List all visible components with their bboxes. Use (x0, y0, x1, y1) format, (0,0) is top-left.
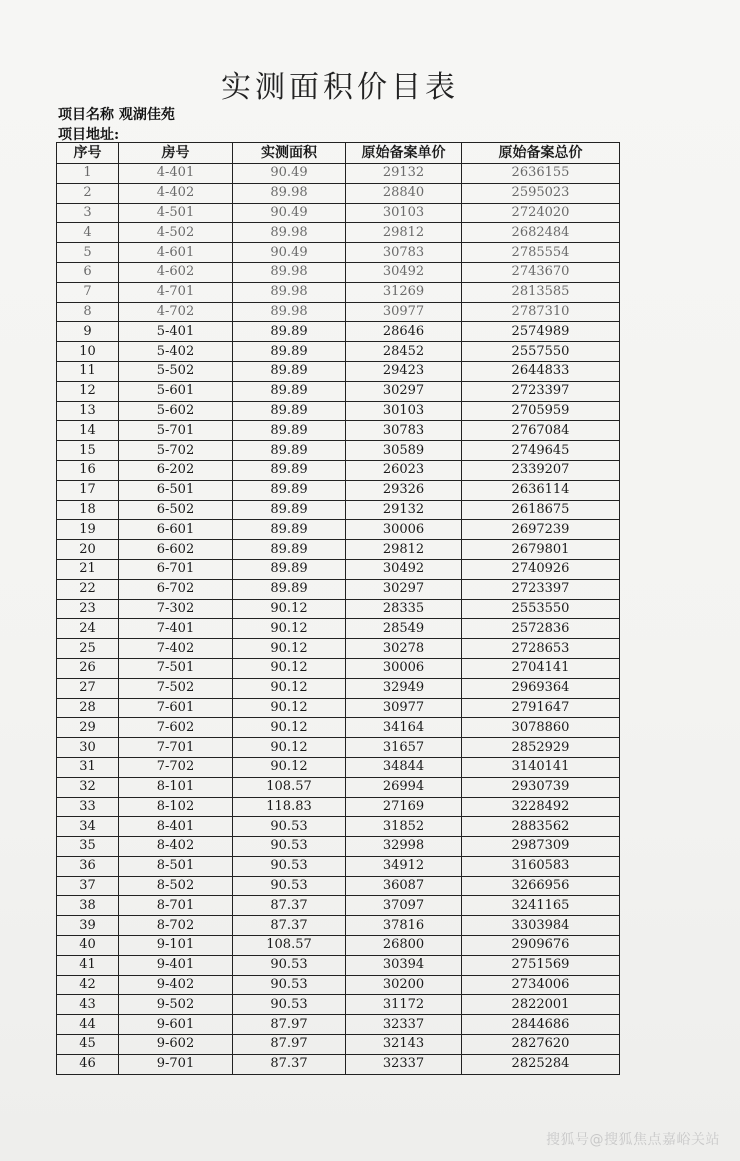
cell-index: 23 (57, 599, 119, 619)
cell-unit-price: 31269 (346, 282, 462, 302)
cell-room: 6-701 (119, 559, 233, 579)
cell-unit-price: 30589 (346, 441, 462, 461)
project-address: 项目地址: (58, 127, 120, 143)
cell-unit-price: 29812 (346, 540, 462, 560)
cell-index: 21 (57, 559, 119, 579)
cell-area: 89.89 (233, 342, 346, 362)
cell-room: 5-601 (119, 381, 233, 401)
cell-unit-price: 32337 (346, 1054, 462, 1074)
cell-index: 8 (57, 302, 119, 322)
cell-total-price: 2883562 (462, 817, 620, 837)
cell-room: 5-702 (119, 441, 233, 461)
cell-unit-price: 30394 (346, 955, 462, 975)
cell-room: 8-702 (119, 916, 233, 936)
cell-area: 89.98 (233, 282, 346, 302)
cell-room: 7-402 (119, 639, 233, 659)
cell-index: 32 (57, 777, 119, 797)
cell-area: 90.49 (233, 243, 346, 263)
table-row (57, 243, 620, 263)
cell-area: 89.89 (233, 361, 346, 381)
table-row (57, 936, 620, 956)
cell-total-price: 2704141 (462, 658, 620, 678)
cell-total-price: 2636114 (462, 480, 620, 500)
cell-area: 90.12 (233, 718, 346, 738)
cell-room: 5-602 (119, 401, 233, 421)
cell-index: 18 (57, 500, 119, 520)
cell-area: 108.57 (233, 777, 346, 797)
table-row (57, 658, 620, 678)
cell-area: 118.83 (233, 797, 346, 817)
cell-area: 87.37 (233, 896, 346, 916)
cell-area: 89.89 (233, 579, 346, 599)
cell-room: 7-501 (119, 658, 233, 678)
cell-area: 89.89 (233, 480, 346, 500)
cell-total-price: 2574989 (462, 322, 620, 342)
cell-index: 46 (57, 1054, 119, 1074)
cell-unit-price: 31172 (346, 995, 462, 1015)
table-row (57, 975, 620, 995)
cell-total-price: 2644833 (462, 361, 620, 381)
header-total-price: 原始备案总价 (462, 143, 620, 164)
cell-total-price: 2728653 (462, 639, 620, 659)
cell-total-price: 2825284 (462, 1054, 620, 1074)
cell-index: 31 (57, 757, 119, 777)
cell-room: 7-602 (119, 718, 233, 738)
cell-area: 90.12 (233, 698, 346, 718)
cell-total-price: 2767084 (462, 421, 620, 441)
table-body (57, 164, 620, 1075)
cell-room: 9-401 (119, 955, 233, 975)
cell-unit-price: 26994 (346, 777, 462, 797)
cell-total-price: 3241165 (462, 896, 620, 916)
cell-unit-price: 28646 (346, 322, 462, 342)
cell-unit-price: 30977 (346, 302, 462, 322)
table-row (57, 342, 620, 362)
cell-index: 11 (57, 361, 119, 381)
cell-total-price: 2740926 (462, 559, 620, 579)
cell-total-price: 3078860 (462, 718, 620, 738)
cell-index: 44 (57, 1015, 119, 1035)
cell-total-price: 2636155 (462, 164, 620, 184)
table-row (57, 718, 620, 738)
cell-room: 9-701 (119, 1054, 233, 1074)
cell-area: 90.53 (233, 975, 346, 995)
cell-total-price: 2697239 (462, 520, 620, 540)
cell-unit-price: 26800 (346, 936, 462, 956)
cell-index: 1 (57, 164, 119, 184)
cell-index: 43 (57, 995, 119, 1015)
cell-index: 35 (57, 837, 119, 857)
header-room: 房号 (119, 143, 233, 164)
cell-area: 90.53 (233, 955, 346, 975)
table-row (57, 738, 620, 758)
cell-room: 7-302 (119, 599, 233, 619)
cell-room: 5-502 (119, 361, 233, 381)
cell-area: 89.98 (233, 183, 346, 203)
cell-unit-price: 28549 (346, 619, 462, 639)
cell-total-price: 2553550 (462, 599, 620, 619)
cell-unit-price: 32143 (346, 1035, 462, 1055)
cell-room: 9-402 (119, 975, 233, 995)
table-row (57, 916, 620, 936)
cell-total-price: 2751569 (462, 955, 620, 975)
cell-area: 108.57 (233, 936, 346, 956)
table-row (57, 678, 620, 698)
cell-unit-price: 30783 (346, 243, 462, 263)
table-row (57, 302, 620, 322)
cell-index: 13 (57, 401, 119, 421)
cell-room: 6-202 (119, 460, 233, 480)
cell-room: 6-602 (119, 540, 233, 560)
cell-total-price: 2785554 (462, 243, 620, 263)
cell-unit-price: 31852 (346, 817, 462, 837)
cell-room: 9-602 (119, 1035, 233, 1055)
cell-index: 6 (57, 262, 119, 282)
cell-index: 4 (57, 223, 119, 243)
cell-room: 8-101 (119, 777, 233, 797)
header-unit-price: 原始备案单价 (346, 143, 462, 164)
cell-room: 8-701 (119, 896, 233, 916)
cell-room: 8-401 (119, 817, 233, 837)
cell-index: 17 (57, 480, 119, 500)
cell-index: 19 (57, 520, 119, 540)
cell-unit-price: 29423 (346, 361, 462, 381)
cell-total-price: 2844686 (462, 1015, 620, 1035)
table-row (57, 540, 620, 560)
cell-index: 34 (57, 817, 119, 837)
table-row (57, 559, 620, 579)
cell-area: 87.37 (233, 916, 346, 936)
cell-area: 89.89 (233, 559, 346, 579)
cell-area: 89.89 (233, 322, 346, 342)
cell-index: 27 (57, 678, 119, 698)
cell-index: 28 (57, 698, 119, 718)
table-row (57, 995, 620, 1015)
cell-area: 87.37 (233, 1054, 346, 1074)
cell-index: 20 (57, 540, 119, 560)
cell-index: 24 (57, 619, 119, 639)
cell-room: 7-401 (119, 619, 233, 639)
table-row (57, 856, 620, 876)
cell-index: 38 (57, 896, 119, 916)
cell-total-price: 2852929 (462, 738, 620, 758)
cell-index: 3 (57, 203, 119, 223)
cell-unit-price: 30977 (346, 698, 462, 718)
cell-index: 15 (57, 441, 119, 461)
cell-total-price: 2724020 (462, 203, 620, 223)
cell-room: 4-501 (119, 203, 233, 223)
header-area: 实测面积 (233, 143, 346, 164)
cell-index: 2 (57, 183, 119, 203)
cell-index: 42 (57, 975, 119, 995)
cell-unit-price: 30103 (346, 203, 462, 223)
cell-area: 89.89 (233, 441, 346, 461)
cell-unit-price: 27169 (346, 797, 462, 817)
table-row (57, 500, 620, 520)
cell-total-price: 3140141 (462, 757, 620, 777)
cell-area: 90.12 (233, 757, 346, 777)
cell-area: 89.89 (233, 520, 346, 540)
cell-index: 30 (57, 738, 119, 758)
cell-unit-price: 30492 (346, 262, 462, 282)
cell-room: 7-601 (119, 698, 233, 718)
cell-unit-price: 29132 (346, 500, 462, 520)
cell-index: 7 (57, 282, 119, 302)
cell-index: 36 (57, 856, 119, 876)
cell-total-price: 2787310 (462, 302, 620, 322)
cell-room: 6-502 (119, 500, 233, 520)
table-header-row (57, 143, 620, 164)
cell-total-price: 2987309 (462, 837, 620, 857)
table-row (57, 441, 620, 461)
cell-room: 4-701 (119, 282, 233, 302)
cell-total-price: 2682484 (462, 223, 620, 243)
cell-room: 4-602 (119, 262, 233, 282)
cell-unit-price: 30783 (346, 421, 462, 441)
cell-total-price: 2339207 (462, 460, 620, 480)
table-row (57, 955, 620, 975)
cell-area: 89.89 (233, 381, 346, 401)
cell-index: 40 (57, 936, 119, 956)
cell-index: 39 (57, 916, 119, 936)
cell-area: 89.98 (233, 262, 346, 282)
cell-unit-price: 28335 (346, 599, 462, 619)
cell-room: 5-701 (119, 421, 233, 441)
cell-area: 87.97 (233, 1035, 346, 1055)
cell-index: 33 (57, 797, 119, 817)
cell-area: 90.53 (233, 995, 346, 1015)
table-row (57, 1035, 620, 1055)
cell-unit-price: 34164 (346, 718, 462, 738)
table-row (57, 401, 620, 421)
cell-total-price: 2572836 (462, 619, 620, 639)
cell-area: 90.53 (233, 876, 346, 896)
cell-index: 26 (57, 658, 119, 678)
cell-total-price: 2791647 (462, 698, 620, 718)
cell-area: 90.49 (233, 164, 346, 184)
cell-area: 90.12 (233, 639, 346, 659)
table-row (57, 460, 620, 480)
cell-unit-price: 34912 (346, 856, 462, 876)
cell-unit-price: 30492 (346, 559, 462, 579)
table-row (57, 223, 620, 243)
cell-room: 8-502 (119, 876, 233, 896)
cell-total-price: 2827620 (462, 1035, 620, 1055)
cell-total-price: 2557550 (462, 342, 620, 362)
table-row (57, 520, 620, 540)
cell-index: 5 (57, 243, 119, 263)
table-row (57, 876, 620, 896)
cell-total-price: 2595023 (462, 183, 620, 203)
table-row (57, 797, 620, 817)
cell-unit-price: 32949 (346, 678, 462, 698)
cell-room: 6-601 (119, 520, 233, 540)
cell-room: 8-102 (119, 797, 233, 817)
cell-total-price: 2705959 (462, 401, 620, 421)
header-index: 序号 (57, 143, 119, 164)
cell-unit-price: 30103 (346, 401, 462, 421)
cell-area: 90.53 (233, 837, 346, 857)
cell-total-price: 3228492 (462, 797, 620, 817)
table-row (57, 1054, 620, 1074)
cell-unit-price: 28840 (346, 183, 462, 203)
project-name: 项目名称 观湖佳苑 (58, 107, 175, 123)
cell-area: 89.89 (233, 500, 346, 520)
table-row (57, 282, 620, 302)
cell-unit-price: 30297 (346, 381, 462, 401)
table-row (57, 1015, 620, 1035)
cell-unit-price: 28452 (346, 342, 462, 362)
cell-unit-price: 36087 (346, 876, 462, 896)
cell-area: 89.98 (233, 223, 346, 243)
cell-room: 9-601 (119, 1015, 233, 1035)
table-row (57, 164, 620, 184)
cell-index: 25 (57, 639, 119, 659)
cell-room: 7-702 (119, 757, 233, 777)
cell-area: 90.12 (233, 738, 346, 758)
cell-area: 90.12 (233, 619, 346, 639)
cell-total-price: 2930739 (462, 777, 620, 797)
cell-unit-price: 32337 (346, 1015, 462, 1035)
cell-unit-price: 32998 (346, 837, 462, 857)
cell-room: 5-402 (119, 342, 233, 362)
cell-area: 90.53 (233, 817, 346, 837)
cell-area: 90.12 (233, 678, 346, 698)
cell-room: 4-702 (119, 302, 233, 322)
cell-total-price: 2723397 (462, 579, 620, 599)
cell-unit-price: 30278 (346, 639, 462, 659)
cell-total-price: 2909676 (462, 936, 620, 956)
table-row (57, 183, 620, 203)
cell-total-price: 3160583 (462, 856, 620, 876)
cell-total-price: 2749645 (462, 441, 620, 461)
cell-unit-price: 37816 (346, 916, 462, 936)
cell-room: 4-502 (119, 223, 233, 243)
table-row (57, 421, 620, 441)
cell-room: 9-101 (119, 936, 233, 956)
table-row (57, 777, 620, 797)
cell-total-price: 3303984 (462, 916, 620, 936)
table-row (57, 698, 620, 718)
cell-total-price: 2813585 (462, 282, 620, 302)
table-row (57, 361, 620, 381)
cell-unit-price: 26023 (346, 460, 462, 480)
cell-total-price: 2618675 (462, 500, 620, 520)
cell-index: 9 (57, 322, 119, 342)
table-row (57, 322, 620, 342)
cell-unit-price: 30006 (346, 658, 462, 678)
cell-area: 89.89 (233, 401, 346, 421)
cell-total-price: 2679801 (462, 540, 620, 560)
cell-room: 4-401 (119, 164, 233, 184)
cell-room: 4-601 (119, 243, 233, 263)
table-row (57, 837, 620, 857)
price-table (56, 142, 620, 1075)
table-row (57, 896, 620, 916)
cell-total-price: 2723397 (462, 381, 620, 401)
watermark: 搜狐号@搜狐焦点嘉峪关站 (546, 1132, 720, 1148)
table-row (57, 639, 620, 659)
cell-area: 89.89 (233, 540, 346, 560)
cell-unit-price: 30297 (346, 579, 462, 599)
cell-unit-price: 30200 (346, 975, 462, 995)
cell-total-price: 2969364 (462, 678, 620, 698)
cell-area: 87.97 (233, 1015, 346, 1035)
cell-index: 10 (57, 342, 119, 362)
cell-total-price: 2822001 (462, 995, 620, 1015)
table-row (57, 619, 620, 639)
cell-area: 89.89 (233, 421, 346, 441)
table-row (57, 262, 620, 282)
table-row (57, 203, 620, 223)
cell-room: 4-402 (119, 183, 233, 203)
cell-unit-price: 29132 (346, 164, 462, 184)
cell-area: 90.53 (233, 856, 346, 876)
cell-room: 6-501 (119, 480, 233, 500)
cell-index: 37 (57, 876, 119, 896)
cell-index: 45 (57, 1035, 119, 1055)
cell-unit-price: 29812 (346, 223, 462, 243)
cell-room: 6-702 (119, 579, 233, 599)
table-row (57, 381, 620, 401)
cell-index: 29 (57, 718, 119, 738)
cell-unit-price: 31657 (346, 738, 462, 758)
cell-index: 16 (57, 460, 119, 480)
cell-area: 89.89 (233, 460, 346, 480)
document-title: 实测面积价目表 (221, 70, 459, 105)
cell-area: 90.49 (233, 203, 346, 223)
cell-index: 22 (57, 579, 119, 599)
cell-room: 7-701 (119, 738, 233, 758)
cell-index: 12 (57, 381, 119, 401)
table-row (57, 599, 620, 619)
cell-room: 7-502 (119, 678, 233, 698)
cell-unit-price: 34844 (346, 757, 462, 777)
cell-unit-price: 37097 (346, 896, 462, 916)
cell-room: 8-501 (119, 856, 233, 876)
cell-total-price: 3266956 (462, 876, 620, 896)
table-row (57, 757, 620, 777)
table-row (57, 480, 620, 500)
cell-room: 8-402 (119, 837, 233, 857)
table-row (57, 579, 620, 599)
cell-area: 90.12 (233, 599, 346, 619)
cell-area: 89.98 (233, 302, 346, 322)
cell-index: 14 (57, 421, 119, 441)
cell-index: 41 (57, 955, 119, 975)
cell-total-price: 2743670 (462, 262, 620, 282)
cell-unit-price: 30006 (346, 520, 462, 540)
cell-room: 5-401 (119, 322, 233, 342)
cell-unit-price: 29326 (346, 480, 462, 500)
table-row (57, 817, 620, 837)
cell-area: 90.12 (233, 658, 346, 678)
cell-total-price: 2734006 (462, 975, 620, 995)
cell-room: 9-502 (119, 995, 233, 1015)
